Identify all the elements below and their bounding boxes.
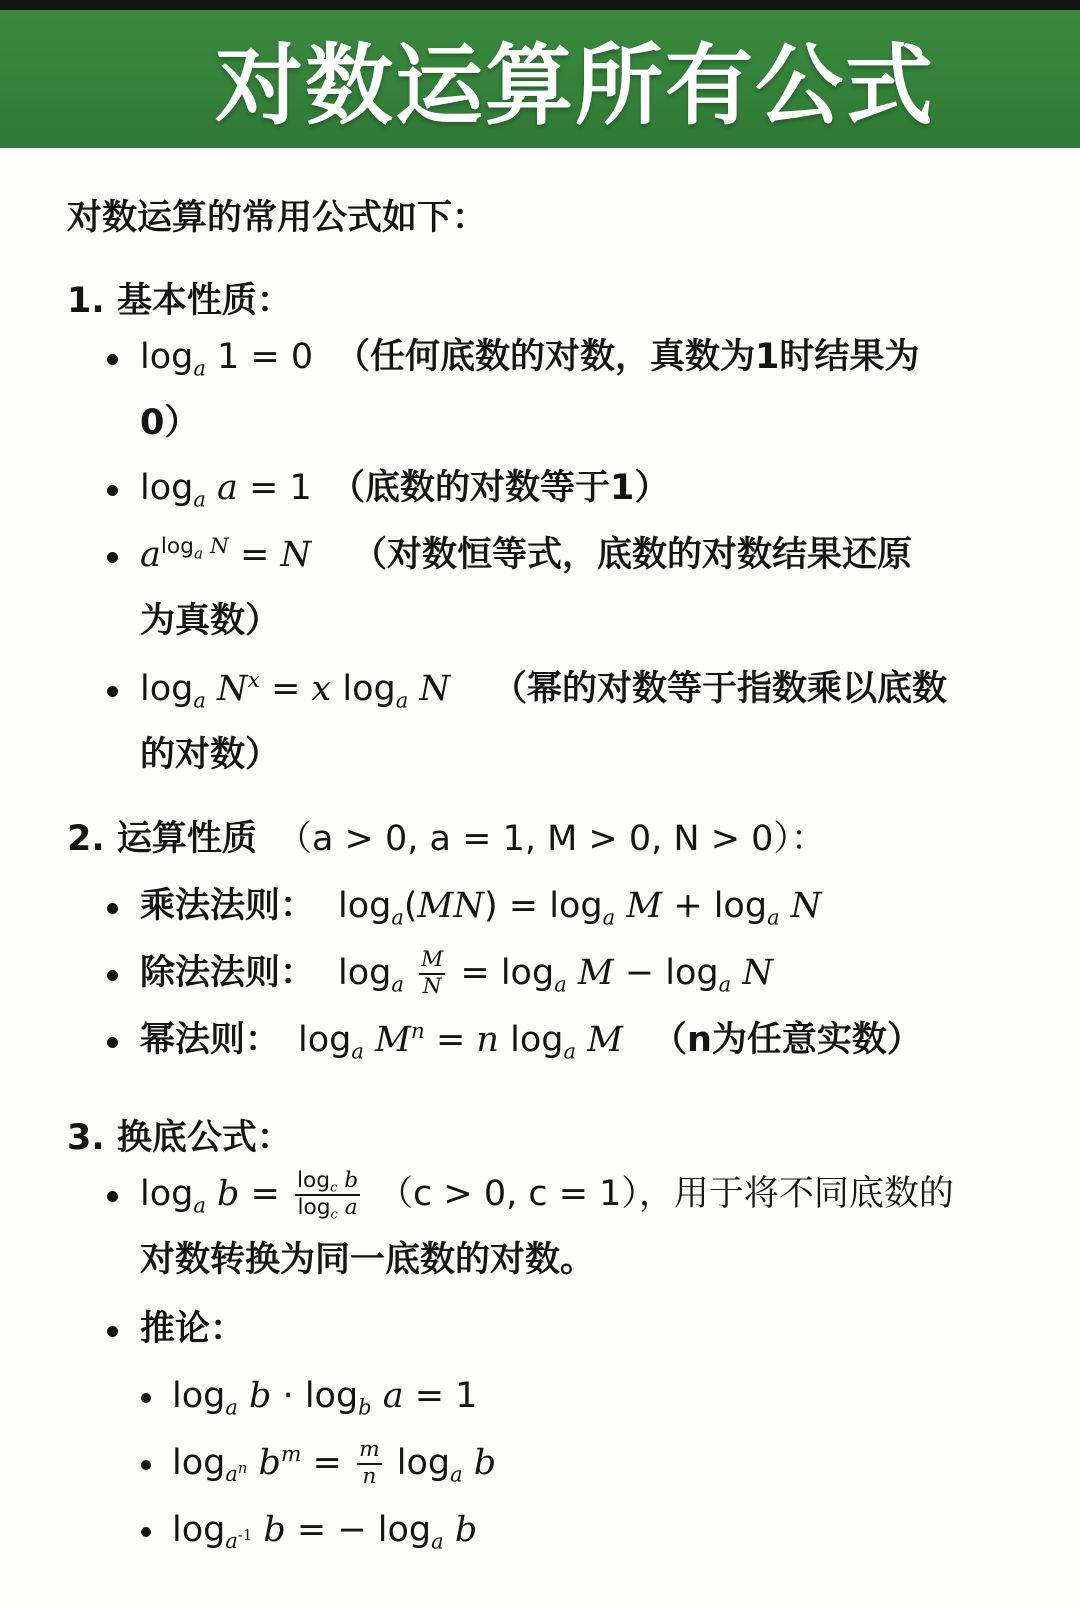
bullet xyxy=(107,1037,118,1048)
formula-expression: $\log_a N^x = x$ $\log_a N$ xyxy=(140,667,450,713)
bullet xyxy=(107,686,118,697)
formula-expression: $\log_a M^n = n$ $\log_a M$ xyxy=(298,1018,623,1064)
bullet xyxy=(107,1326,118,1337)
change-of-base-note-cont: 对数转换为同一底数的对数。 xyxy=(140,1240,596,1280)
bullet xyxy=(107,903,118,914)
change-of-base-note: （c > 0, c = 1），用于将不同底数的 xyxy=(378,1174,954,1214)
rule-label: 乘法法则： xyxy=(140,886,316,926)
bullet xyxy=(107,354,118,365)
bullet xyxy=(107,970,118,981)
bullet xyxy=(107,1191,118,1202)
bullet xyxy=(141,1393,151,1403)
formula-content xyxy=(0,148,1080,1610)
bullet xyxy=(141,1460,151,1470)
bullet xyxy=(107,485,118,496)
formula-identity xyxy=(0,522,1080,654)
formula-note-cont: 的对数） xyxy=(140,735,281,775)
rule-label: 除法法则： xyxy=(140,953,316,993)
formula-note: （底数的对数等于1） xyxy=(330,468,670,508)
section-2-heading: 2. 运算性质 xyxy=(67,819,257,859)
rule-note: （n为任意实数） xyxy=(652,1020,922,1060)
formula-note: （任何底数的对数，真数为1时结果为 xyxy=(335,337,920,377)
section-3-heading: 3. 换底公式： xyxy=(67,1118,292,1158)
formula-log-1 xyxy=(0,324,1080,456)
title-banner xyxy=(0,10,1080,148)
formula-expression: $\log_a(MN) = \log_a M + \log_a N$ xyxy=(338,886,822,930)
intro-text: 对数运算的常用公式如下： xyxy=(67,198,488,238)
section-2-conditions: （a > 0, a = 1, M > 0, N > 0）： xyxy=(277,819,826,859)
top-edge xyxy=(0,0,1080,10)
formula-expression: $\log_a a = 1$ xyxy=(140,468,312,512)
formula-expression: $\log_{a^n} b^m$ = $\frac{m}{n}$ $\log_a b$ xyxy=(172,1437,497,1489)
formula-expression: $\log_a 1 = 0$ xyxy=(140,337,314,381)
corollary-label: 推论： xyxy=(140,1309,246,1349)
formula-expression: $a^{log_a N} = N$ xyxy=(140,533,312,575)
formula-expression: $\log_a b \cdot \log_b a = 1$ xyxy=(172,1376,478,1420)
formula-note-cont: 为真数） xyxy=(140,601,281,641)
formula-note-cont: 0） xyxy=(140,403,200,443)
rule-label: 幂法则： xyxy=(140,1020,281,1060)
formula-power xyxy=(0,656,1080,788)
change-of-base xyxy=(0,1161,1080,1293)
formula-expression: $\log_a$ $\frac{M}{N}$ = $\log_a M - \log_a N$ xyxy=(338,947,773,999)
formula-note: （幂的对数等于指数乘以底数 xyxy=(492,669,948,709)
formula-expression: $\log_a b$ = $\frac{\log_c b}{\log_c a}$ xyxy=(140,1168,359,1223)
formula-note: （对数恒等式，底数的对数结果还原 xyxy=(352,535,913,575)
bullet xyxy=(141,1527,151,1537)
bullet xyxy=(107,552,118,563)
page-title: 对数运算所有公式 xyxy=(214,34,935,137)
section-1-heading: 1. 基本性质： xyxy=(67,281,292,321)
formula-expression: $\log_{a^{-1}} b$ = − $\log_a b$ xyxy=(172,1510,478,1554)
